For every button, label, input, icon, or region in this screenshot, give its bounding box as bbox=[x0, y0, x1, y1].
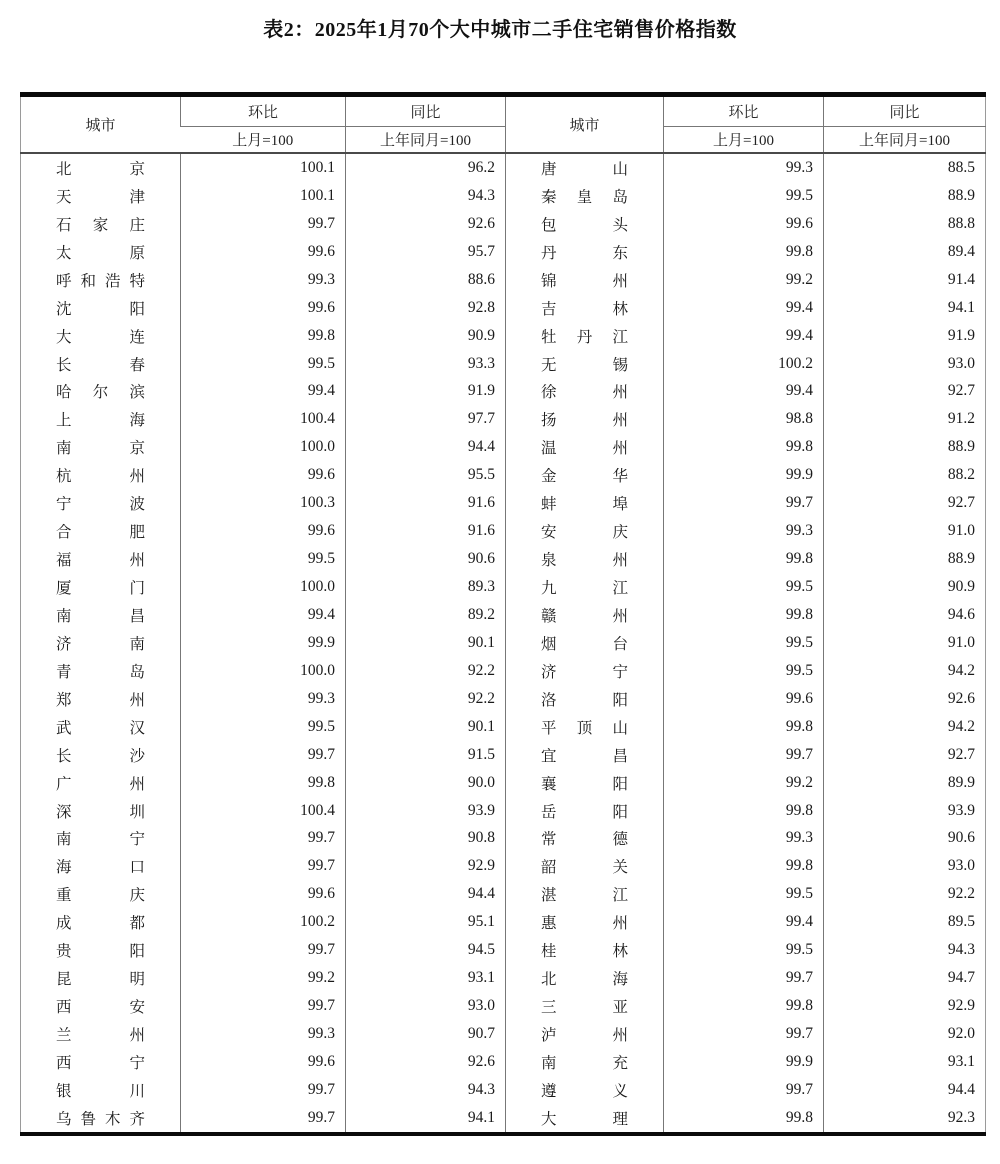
city-cell: 重庆 bbox=[56, 887, 145, 905]
yoy-value-cell: 94.4 bbox=[824, 1076, 986, 1104]
table-row bbox=[21, 153, 986, 182]
yoy-value-cell: 90.9 bbox=[346, 322, 506, 350]
mom-value-cell: 99.6 bbox=[181, 517, 346, 545]
yoy-value-cell: 92.9 bbox=[346, 852, 506, 880]
mom-value-cell: 99.7 bbox=[181, 210, 346, 238]
header-mom-left: 环比 bbox=[181, 95, 346, 127]
city-cell: 烟台 bbox=[506, 629, 664, 657]
price-index-table bbox=[20, 92, 986, 1136]
mom-value-cell: 99.4 bbox=[181, 601, 346, 629]
mom-value-cell: 99.2 bbox=[664, 266, 824, 294]
mom-value-cell: 99.8 bbox=[664, 1104, 824, 1134]
city-cell: 杭州 bbox=[56, 468, 145, 486]
yoy-value-cell: 92.2 bbox=[346, 685, 506, 713]
city-cell: 呼和浩特 bbox=[56, 272, 145, 290]
mom-value-cell: 99.3 bbox=[181, 266, 346, 294]
city-cell: 太原 bbox=[56, 244, 145, 262]
city-cell: 哈尔滨 bbox=[56, 384, 145, 402]
mom-value-cell: 99.6 bbox=[181, 294, 346, 322]
city-cell: 沈阳 bbox=[56, 300, 145, 318]
city-cell: 宁波 bbox=[56, 496, 145, 514]
mom-value-cell: 99.8 bbox=[664, 601, 824, 629]
header-yoy-base-left: 上年同月=100 bbox=[346, 127, 506, 154]
yoy-value-cell: 92.6 bbox=[346, 210, 506, 238]
yoy-value-cell: 92.7 bbox=[824, 378, 986, 406]
table-row bbox=[21, 573, 986, 601]
table-row bbox=[21, 629, 986, 657]
mom-value-cell: 99.3 bbox=[664, 825, 824, 853]
mom-value-cell: 99.9 bbox=[664, 1048, 824, 1076]
yoy-value-cell: 93.0 bbox=[346, 992, 506, 1020]
table-row bbox=[21, 964, 986, 992]
city-cell: 泉州 bbox=[506, 545, 664, 573]
header-row-groups bbox=[21, 95, 986, 127]
city-cell: 三亚 bbox=[506, 992, 664, 1020]
city-cell: 徐州 bbox=[506, 378, 664, 406]
yoy-value-cell: 95.5 bbox=[346, 461, 506, 489]
city-cell: 福州 bbox=[56, 552, 145, 570]
yoy-value-cell: 88.9 bbox=[824, 182, 986, 210]
mom-value-cell: 99.6 bbox=[181, 238, 346, 266]
yoy-value-cell: 92.6 bbox=[824, 685, 986, 713]
table-row bbox=[21, 769, 986, 797]
city-cell: 遵义 bbox=[506, 1076, 664, 1104]
city-cell: 西安 bbox=[56, 999, 145, 1017]
yoy-value-cell: 90.9 bbox=[824, 573, 986, 601]
city-cell: 金华 bbox=[506, 461, 664, 489]
table-row bbox=[21, 825, 986, 853]
city-cell: 南宁 bbox=[56, 831, 145, 849]
table-row bbox=[21, 908, 986, 936]
yoy-value-cell: 94.4 bbox=[346, 433, 506, 461]
table-row bbox=[21, 1104, 986, 1134]
yoy-value-cell: 92.2 bbox=[346, 657, 506, 685]
table-row bbox=[21, 378, 986, 406]
yoy-value-cell: 90.1 bbox=[346, 629, 506, 657]
yoy-value-cell: 97.7 bbox=[346, 405, 506, 433]
mom-value-cell: 100.1 bbox=[181, 153, 346, 182]
table-row bbox=[21, 880, 986, 908]
table-row bbox=[21, 685, 986, 713]
header-yoy-base-right: 上年同月=100 bbox=[824, 127, 986, 154]
mom-value-cell: 99.8 bbox=[664, 852, 824, 880]
city-cell: 济宁 bbox=[506, 657, 664, 685]
yoy-value-cell: 91.6 bbox=[346, 517, 506, 545]
city-cell: 韶关 bbox=[506, 852, 664, 880]
city-cell: 天津 bbox=[56, 188, 145, 206]
city-cell: 平顶山 bbox=[506, 713, 664, 741]
city-cell: 洛阳 bbox=[506, 685, 664, 713]
table-row bbox=[21, 405, 986, 433]
mom-value-cell: 99.7 bbox=[664, 741, 824, 769]
table-row bbox=[21, 238, 986, 266]
header-mom-base-right: 上月=100 bbox=[664, 127, 824, 154]
mom-value-cell: 99.8 bbox=[664, 797, 824, 825]
yoy-value-cell: 93.0 bbox=[824, 350, 986, 378]
mom-value-cell: 99.8 bbox=[664, 713, 824, 741]
city-cell: 牡丹江 bbox=[506, 322, 664, 350]
mom-value-cell: 99.4 bbox=[664, 378, 824, 406]
mom-value-cell: 99.7 bbox=[181, 992, 346, 1020]
city-cell: 惠州 bbox=[506, 908, 664, 936]
mom-value-cell: 99.5 bbox=[664, 657, 824, 685]
yoy-value-cell: 90.7 bbox=[346, 1020, 506, 1048]
city-cell: 银川 bbox=[56, 1082, 145, 1100]
mom-value-cell: 99.7 bbox=[664, 489, 824, 517]
yoy-value-cell: 92.3 bbox=[824, 1104, 986, 1134]
mom-value-cell: 100.2 bbox=[181, 908, 346, 936]
city-cell: 长春 bbox=[56, 356, 145, 374]
city-cell: 锦州 bbox=[506, 266, 664, 294]
city-cell: 合肥 bbox=[56, 524, 145, 542]
yoy-value-cell: 88.6 bbox=[346, 266, 506, 294]
city-cell: 北海 bbox=[506, 964, 664, 992]
mom-value-cell: 99.4 bbox=[664, 322, 824, 350]
mom-value-cell: 99.5 bbox=[664, 182, 824, 210]
mom-value-cell: 99.8 bbox=[181, 322, 346, 350]
city-cell: 广州 bbox=[56, 775, 145, 793]
yoy-value-cell: 93.1 bbox=[824, 1048, 986, 1076]
mom-value-cell: 99.4 bbox=[664, 294, 824, 322]
yoy-value-cell: 88.9 bbox=[824, 545, 986, 573]
mom-value-cell: 100.3 bbox=[181, 489, 346, 517]
mom-value-cell: 99.7 bbox=[181, 852, 346, 880]
city-cell: 无锡 bbox=[506, 350, 664, 378]
city-cell: 长沙 bbox=[56, 747, 145, 765]
table-row bbox=[21, 741, 986, 769]
city-cell: 丹东 bbox=[506, 238, 664, 266]
city-cell: 泸州 bbox=[506, 1020, 664, 1048]
yoy-value-cell: 90.6 bbox=[824, 825, 986, 853]
yoy-value-cell: 90.6 bbox=[346, 545, 506, 573]
mom-value-cell: 99.8 bbox=[664, 545, 824, 573]
mom-value-cell: 99.9 bbox=[181, 629, 346, 657]
yoy-value-cell: 89.2 bbox=[346, 601, 506, 629]
yoy-value-cell: 89.9 bbox=[824, 769, 986, 797]
yoy-value-cell: 91.9 bbox=[346, 378, 506, 406]
city-cell: 海口 bbox=[56, 859, 145, 877]
header-yoy-left: 同比 bbox=[346, 95, 506, 127]
header-mom-base-left: 上月=100 bbox=[232, 133, 294, 149]
yoy-value-cell: 90.8 bbox=[346, 825, 506, 853]
city-cell: 南昌 bbox=[56, 607, 145, 625]
yoy-value-cell: 92.7 bbox=[824, 741, 986, 769]
mom-value-cell: 99.5 bbox=[664, 573, 824, 601]
header-mom-right: 环比 bbox=[664, 95, 824, 127]
city-cell: 安庆 bbox=[506, 517, 664, 545]
yoy-value-cell: 94.3 bbox=[346, 182, 506, 210]
yoy-value-cell: 94.5 bbox=[346, 936, 506, 964]
mom-value-cell: 99.7 bbox=[181, 1104, 346, 1134]
table-row bbox=[21, 294, 986, 322]
city-cell: 扬州 bbox=[506, 405, 664, 433]
city-cell: 南充 bbox=[506, 1048, 664, 1076]
city-cell: 吉林 bbox=[506, 294, 664, 322]
yoy-value-cell: 96.2 bbox=[346, 153, 506, 182]
mom-value-cell: 99.3 bbox=[181, 1020, 346, 1048]
yoy-value-cell: 89.5 bbox=[824, 908, 986, 936]
city-cell: 郑州 bbox=[56, 691, 145, 709]
yoy-value-cell: 92.6 bbox=[346, 1048, 506, 1076]
yoy-value-cell: 91.2 bbox=[824, 405, 986, 433]
city-cell: 唐山 bbox=[506, 153, 664, 182]
mom-value-cell: 99.7 bbox=[664, 1076, 824, 1104]
city-cell: 济南 bbox=[56, 635, 145, 653]
yoy-value-cell: 88.5 bbox=[824, 153, 986, 182]
mom-value-cell: 100.4 bbox=[181, 797, 346, 825]
yoy-value-cell: 94.7 bbox=[824, 964, 986, 992]
yoy-value-cell: 93.3 bbox=[346, 350, 506, 378]
city-cell: 岳阳 bbox=[506, 797, 664, 825]
yoy-value-cell: 92.7 bbox=[824, 489, 986, 517]
yoy-value-cell: 91.4 bbox=[824, 266, 986, 294]
yoy-value-cell: 91.0 bbox=[824, 517, 986, 545]
yoy-value-cell: 89.3 bbox=[346, 573, 506, 601]
mom-value-cell: 99.2 bbox=[181, 964, 346, 992]
yoy-value-cell: 91.5 bbox=[346, 741, 506, 769]
table-row bbox=[21, 936, 986, 964]
city-cell: 西宁 bbox=[56, 1054, 145, 1072]
mom-value-cell: 99.5 bbox=[181, 713, 346, 741]
mom-value-cell: 99.3 bbox=[664, 153, 824, 182]
mom-value-cell: 99.7 bbox=[664, 964, 824, 992]
mom-value-cell: 99.7 bbox=[181, 741, 346, 769]
mom-value-cell: 99.9 bbox=[664, 461, 824, 489]
city-cell: 北京 bbox=[56, 160, 145, 178]
yoy-value-cell: 90.0 bbox=[346, 769, 506, 797]
table-row bbox=[21, 657, 986, 685]
header-city-left: 城市 bbox=[85, 118, 116, 134]
mom-value-cell: 99.8 bbox=[664, 992, 824, 1020]
mom-value-cell: 99.5 bbox=[664, 880, 824, 908]
mom-value-cell: 99.8 bbox=[664, 238, 824, 266]
city-cell: 常德 bbox=[506, 825, 664, 853]
mom-value-cell: 99.4 bbox=[181, 378, 346, 406]
table-row bbox=[21, 350, 986, 378]
city-cell: 昆明 bbox=[56, 971, 145, 989]
mom-value-cell: 98.8 bbox=[664, 405, 824, 433]
mom-value-cell: 99.6 bbox=[664, 210, 824, 238]
mom-value-cell: 100.0 bbox=[181, 657, 346, 685]
mom-value-cell: 99.6 bbox=[664, 685, 824, 713]
table-row bbox=[21, 433, 986, 461]
mom-value-cell: 99.3 bbox=[181, 685, 346, 713]
table-body bbox=[21, 153, 986, 1134]
mom-value-cell: 99.6 bbox=[181, 461, 346, 489]
yoy-value-cell: 91.6 bbox=[346, 489, 506, 517]
yoy-value-cell: 94.1 bbox=[346, 1104, 506, 1134]
city-cell: 上海 bbox=[56, 412, 145, 430]
table-row bbox=[21, 992, 986, 1020]
mom-value-cell: 99.7 bbox=[181, 1076, 346, 1104]
table-row bbox=[21, 210, 986, 238]
yoy-value-cell: 95.7 bbox=[346, 238, 506, 266]
yoy-value-cell: 88.8 bbox=[824, 210, 986, 238]
city-cell: 南京 bbox=[56, 440, 145, 458]
yoy-value-cell: 94.3 bbox=[346, 1076, 506, 1104]
header-city-right: 城市 bbox=[506, 95, 664, 154]
yoy-value-cell: 94.1 bbox=[824, 294, 986, 322]
city-cell: 九江 bbox=[506, 573, 664, 601]
city-cell: 襄阳 bbox=[506, 769, 664, 797]
yoy-value-cell: 92.8 bbox=[346, 294, 506, 322]
city-cell: 贵阳 bbox=[56, 943, 145, 961]
mom-value-cell: 99.3 bbox=[664, 517, 824, 545]
city-cell: 宜昌 bbox=[506, 741, 664, 769]
mom-value-cell: 99.5 bbox=[664, 629, 824, 657]
table-row bbox=[21, 545, 986, 573]
yoy-value-cell: 91.0 bbox=[824, 629, 986, 657]
yoy-value-cell: 93.1 bbox=[346, 964, 506, 992]
table-title: 表2：2025年1月70个大中城市二手住宅销售价格指数 bbox=[263, 19, 737, 41]
yoy-value-cell: 93.0 bbox=[824, 852, 986, 880]
yoy-value-cell: 90.1 bbox=[346, 713, 506, 741]
table-row bbox=[21, 601, 986, 629]
city-cell: 青岛 bbox=[56, 663, 145, 681]
yoy-value-cell: 92.2 bbox=[824, 880, 986, 908]
city-cell: 成都 bbox=[56, 915, 145, 933]
yoy-value-cell: 94.6 bbox=[824, 601, 986, 629]
yoy-value-cell: 93.9 bbox=[346, 797, 506, 825]
yoy-value-cell: 94.2 bbox=[824, 657, 986, 685]
table-row bbox=[21, 517, 986, 545]
table-header bbox=[21, 95, 986, 154]
yoy-value-cell: 94.3 bbox=[824, 936, 986, 964]
mom-value-cell: 99.5 bbox=[181, 350, 346, 378]
table-row bbox=[21, 852, 986, 880]
city-cell: 桂林 bbox=[506, 936, 664, 964]
city-cell: 石家庄 bbox=[56, 216, 145, 234]
yoy-value-cell: 95.1 bbox=[346, 908, 506, 936]
yoy-value-cell: 89.4 bbox=[824, 238, 986, 266]
mom-value-cell: 99.8 bbox=[664, 433, 824, 461]
yoy-value-cell: 88.2 bbox=[824, 461, 986, 489]
city-cell: 武汉 bbox=[56, 719, 145, 737]
city-cell: 湛江 bbox=[506, 880, 664, 908]
yoy-value-cell: 93.9 bbox=[824, 797, 986, 825]
city-cell: 兰州 bbox=[56, 1027, 145, 1045]
table-row bbox=[21, 182, 986, 210]
yoy-value-cell: 88.9 bbox=[824, 433, 986, 461]
mom-value-cell: 99.7 bbox=[181, 825, 346, 853]
yoy-value-cell: 94.4 bbox=[346, 880, 506, 908]
mom-value-cell: 99.7 bbox=[181, 936, 346, 964]
mom-value-cell: 99.2 bbox=[664, 769, 824, 797]
mom-value-cell: 99.4 bbox=[664, 908, 824, 936]
mom-value-cell: 100.2 bbox=[664, 350, 824, 378]
city-cell: 蚌埠 bbox=[506, 489, 664, 517]
city-cell: 温州 bbox=[506, 433, 664, 461]
table-row bbox=[21, 797, 986, 825]
city-cell: 秦皇岛 bbox=[506, 182, 664, 210]
city-cell: 乌鲁木齐 bbox=[56, 1110, 145, 1128]
mom-value-cell: 100.4 bbox=[181, 405, 346, 433]
mom-value-cell: 99.8 bbox=[181, 769, 346, 797]
table-row bbox=[21, 1048, 986, 1076]
yoy-value-cell: 92.0 bbox=[824, 1020, 986, 1048]
table-row bbox=[21, 489, 986, 517]
city-cell: 大连 bbox=[56, 328, 145, 346]
mom-value-cell: 99.6 bbox=[181, 1048, 346, 1076]
city-cell: 包头 bbox=[506, 210, 664, 238]
table-row bbox=[21, 1076, 986, 1104]
city-cell: 赣州 bbox=[506, 601, 664, 629]
mom-value-cell: 100.1 bbox=[181, 182, 346, 210]
city-cell: 厦门 bbox=[56, 580, 145, 598]
table-row bbox=[21, 461, 986, 489]
table-row bbox=[21, 266, 986, 294]
yoy-value-cell: 91.9 bbox=[824, 322, 986, 350]
city-cell: 深圳 bbox=[56, 803, 145, 821]
mom-value-cell: 99.6 bbox=[181, 880, 346, 908]
mom-value-cell: 100.0 bbox=[181, 433, 346, 461]
yoy-value-cell: 92.9 bbox=[824, 992, 986, 1020]
mom-value-cell: 99.7 bbox=[664, 1020, 824, 1048]
mom-value-cell: 99.5 bbox=[664, 936, 824, 964]
header-yoy-right: 同比 bbox=[824, 95, 986, 127]
table-row bbox=[21, 1020, 986, 1048]
mom-value-cell: 100.0 bbox=[181, 573, 346, 601]
city-cell: 大理 bbox=[506, 1104, 664, 1134]
mom-value-cell: 99.5 bbox=[181, 545, 346, 573]
table-row bbox=[21, 322, 986, 350]
table-row bbox=[21, 713, 986, 741]
yoy-value-cell: 94.2 bbox=[824, 713, 986, 741]
